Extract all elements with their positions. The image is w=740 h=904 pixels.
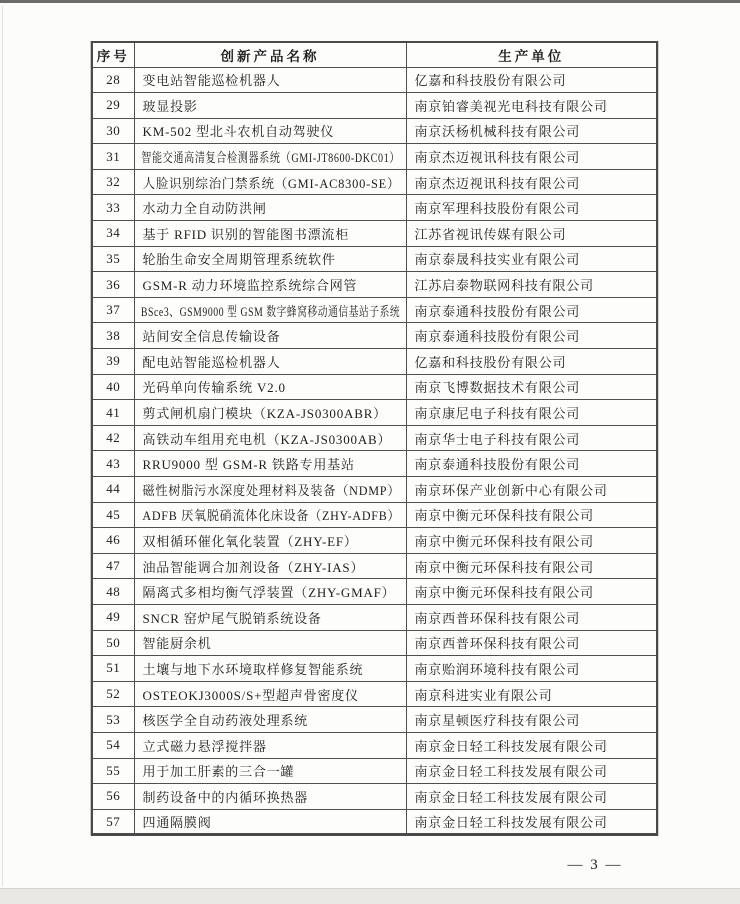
- table-row: [92, 528, 657, 554]
- row-number-cell: 37: [92, 297, 134, 323]
- product-name-cell: [134, 477, 406, 503]
- row-number-cell: 49: [92, 604, 134, 630]
- table-row: [92, 93, 657, 119]
- producer-text: 南京泰通科技股份有限公司: [414, 303, 581, 319]
- product-name-cell: [134, 246, 406, 272]
- product-name-cell: [134, 169, 406, 195]
- producer-cell: [406, 118, 657, 144]
- producer-text: 亿嘉和科技股份有限公司: [414, 73, 567, 89]
- product-name-text: 智能交通高清复合检测器系统（GMI-JT8600-DKC01）: [140, 150, 400, 166]
- table-row: [92, 246, 657, 272]
- product-name-text: 双相循环催化氧化装置（ZHY-EF）: [142, 533, 358, 549]
- row-number-cell: 43: [92, 451, 134, 477]
- row-number-cell: 56: [92, 784, 134, 810]
- table-row: [92, 809, 657, 835]
- product-name-cell: [134, 67, 406, 93]
- row-number-cell: 46: [92, 528, 134, 554]
- producer-cell: [406, 579, 657, 605]
- innovation-products-table: [91, 41, 658, 836]
- product-name-text: 磁性树脂污水深度处理材料及装备（NDMP）: [141, 482, 400, 498]
- producer-text: 南京飞博数据技术有限公司: [414, 380, 581, 396]
- table-row: [92, 169, 657, 195]
- product-name-text: 基于 RFID 识别的智能图书漂流柜: [142, 226, 350, 242]
- row-number-cell: 57: [92, 809, 134, 835]
- scanner-bed-strip: [0, 888, 740, 904]
- table-row: [92, 221, 657, 247]
- product-name-cell: [134, 656, 406, 682]
- product-name-text: GSM-R 动力环境监控系统综合网管: [142, 278, 358, 294]
- producer-cell: [406, 477, 657, 503]
- producer-cell: [406, 758, 657, 784]
- row-number-cell: 53: [92, 707, 134, 733]
- table-row: [92, 118, 657, 144]
- product-name-cell: [134, 579, 406, 605]
- table-row: [92, 323, 657, 349]
- producer-text: 南京西普环保科技有限公司: [414, 610, 581, 626]
- product-name-cell: [134, 451, 406, 477]
- producer-cell: [406, 630, 657, 656]
- producer-text: 南京杰迈视讯科技有限公司: [414, 175, 581, 191]
- page-number: — 3 —: [567, 857, 623, 873]
- producer-text: 南京中衡元环保科技有限公司: [414, 508, 594, 524]
- row-number-cell: 36: [92, 272, 134, 298]
- row-number-cell: 35: [92, 246, 134, 272]
- table-row: [92, 630, 657, 656]
- producer-text: 南京中衡元环保科技有限公司: [414, 559, 594, 575]
- product-name-cell: [134, 195, 406, 221]
- scan-left-edge-line: [2, 6, 3, 886]
- row-number-cell: 40: [92, 374, 134, 400]
- product-name-text: 光码单向传输系统 V2.0: [142, 380, 286, 396]
- product-name-cell: [134, 630, 406, 656]
- producer-text: 亿嘉和科技股份有限公司: [414, 354, 567, 370]
- producer-cell: [406, 195, 657, 221]
- product-name-text: 隔离式多相均衡气浮装置（ZHY-GMAF）: [142, 585, 396, 601]
- table-row: [92, 656, 657, 682]
- producer-text: 南京泰通科技股份有限公司: [414, 329, 581, 345]
- product-name-cell: [134, 323, 406, 349]
- product-name-text: 土壤与地下水环境取样修复智能系统: [142, 661, 364, 677]
- row-number-cell: 44: [92, 477, 134, 503]
- product-name-cell: [134, 400, 406, 426]
- producer-cell: [406, 323, 657, 349]
- product-name-text: 四通隔膜阀: [142, 815, 212, 831]
- producer-text: 南京沃杨机械科技有限公司: [414, 124, 581, 140]
- product-name-cell: [134, 272, 406, 298]
- row-number-cell: 28: [92, 67, 134, 93]
- row-number-cell: 41: [92, 400, 134, 426]
- producer-cell: [406, 528, 657, 554]
- product-name-cell: [134, 732, 406, 758]
- table-row: [92, 297, 657, 323]
- product-name-cell: [134, 144, 406, 170]
- row-number-cell: 55: [92, 758, 134, 784]
- header-serial-number: 序号: [92, 42, 134, 67]
- row-number-cell: 52: [92, 681, 134, 707]
- producer-text: 南京星顿医疗科技有限公司: [414, 713, 581, 729]
- table-row: [92, 784, 657, 810]
- table-row: [92, 272, 657, 298]
- row-number-cell: 32: [92, 169, 134, 195]
- producer-cell: [406, 246, 657, 272]
- product-name-cell: [134, 297, 406, 323]
- producer-cell: [406, 681, 657, 707]
- product-name-text: 站间安全信息传输设备: [142, 329, 281, 345]
- table-row: [92, 477, 657, 503]
- table-row: [92, 553, 657, 579]
- row-number-cell: 33: [92, 195, 134, 221]
- product-name-text: OSTEOKJ3000S/S+型超声骨密度仪: [142, 687, 359, 703]
- producer-cell: [406, 349, 657, 375]
- product-name-cell: [134, 349, 406, 375]
- table-row: [92, 604, 657, 630]
- table-row: [92, 732, 657, 758]
- producer-cell: [406, 451, 657, 477]
- product-name-text: RRU9000 型 GSM-R 铁路专用基站: [142, 457, 355, 473]
- product-name-text: KM-502 型北斗农机自动驾驶仪: [142, 124, 335, 140]
- product-name-text: 智能厨余机: [142, 636, 212, 652]
- producer-cell: [406, 809, 657, 835]
- product-name-cell: [134, 758, 406, 784]
- table-row: [92, 144, 657, 170]
- header-row: [92, 42, 657, 67]
- producer-cell: [406, 144, 657, 170]
- row-number-cell: 51: [92, 656, 134, 682]
- product-name-text: 立式磁力悬浮搅拌器: [142, 738, 267, 754]
- product-name-text: 制药设备中的内循环换热器: [142, 789, 309, 805]
- product-name-cell: [134, 604, 406, 630]
- producer-text: 南京中衡元环保科技有限公司: [414, 585, 594, 601]
- row-number-cell: 48: [92, 579, 134, 605]
- product-name-text: 配电站智能巡检机器人: [142, 354, 281, 370]
- table-row: [92, 758, 657, 784]
- row-number-cell: 39: [92, 349, 134, 375]
- producer-text: 南京军理科技股份有限公司: [414, 201, 581, 217]
- product-name-text: 剪式闸机扇门模块（KZA-JS0300ABR）: [142, 406, 387, 422]
- producer-text: 江苏省视讯传媒有限公司: [414, 226, 567, 242]
- row-number-cell: 38: [92, 323, 134, 349]
- producer-text: 南京科进实业有限公司: [414, 687, 553, 703]
- product-name-text: ADFB 厌氧脱硝流体化床设备（ZHY-ADFB）: [141, 508, 400, 524]
- producer-text: 南京泰晟科技实业有限公司: [414, 252, 581, 268]
- producer-cell: [406, 374, 657, 400]
- product-name-text: SNCR 窑炉尾气脱销系统设备: [142, 610, 322, 626]
- producer-cell: [406, 221, 657, 247]
- producer-text: 南京泰通科技股份有限公司: [414, 457, 581, 473]
- product-name-text: 油品智能调合加剂设备（ZHY-IAS）: [142, 559, 365, 575]
- header-product-name: 创新产品名称: [134, 42, 406, 67]
- product-name-text: 高铁动车组用充电机（KZA-JS0300AB）: [142, 431, 392, 447]
- product-name-text: 人脸识别综治门禁系统（GMI-AC8300-SE）: [142, 175, 400, 191]
- product-name-text: 用于加工肝素的三合一罐: [142, 764, 295, 780]
- row-number-cell: 50: [92, 630, 134, 656]
- row-number-cell: 34: [92, 221, 134, 247]
- table-row: [92, 374, 657, 400]
- producer-cell: [406, 604, 657, 630]
- product-name-cell: [134, 707, 406, 733]
- producer-text: 南京西普环保科技有限公司: [414, 636, 581, 652]
- producer-cell: [406, 400, 657, 426]
- product-name-cell: [134, 118, 406, 144]
- producer-cell: [406, 297, 657, 323]
- product-name-text: 轮胎生命安全周期管理系统软件: [142, 252, 336, 268]
- producer-text: 江苏启泰物联网科技有限公司: [414, 278, 594, 294]
- producer-text: 南京金日轻工科技发展有限公司: [414, 815, 608, 831]
- producer-text: 南京中衡元环保科技有限公司: [414, 533, 594, 549]
- product-name-cell: [134, 374, 406, 400]
- producer-text: 南京康尼电子科技有限公司: [414, 406, 581, 422]
- table-body: [92, 67, 657, 835]
- product-name-cell: [134, 221, 406, 247]
- producer-text: 南京金日轻工科技发展有限公司: [414, 789, 608, 805]
- product-name-cell: [134, 502, 406, 528]
- scan-top-edge: [0, 0, 740, 3]
- producer-cell: [406, 707, 657, 733]
- row-number-cell: 42: [92, 425, 134, 451]
- producer-text: 南京杰迈视讯科技有限公司: [414, 150, 581, 166]
- product-name-cell: [134, 528, 406, 554]
- producer-cell: [406, 784, 657, 810]
- producer-text: 南京金日轻工科技发展有限公司: [414, 764, 608, 780]
- product-name-cell: [134, 93, 406, 119]
- product-name-text: 玻显投影: [142, 98, 198, 114]
- producer-cell: [406, 553, 657, 579]
- row-number-cell: 45: [92, 502, 134, 528]
- table-header: [92, 42, 657, 67]
- product-name-cell: [134, 553, 406, 579]
- row-number-cell: 29: [92, 93, 134, 119]
- producer-cell: [406, 169, 657, 195]
- table-row: [92, 425, 657, 451]
- row-number-cell: 47: [92, 553, 134, 579]
- product-name-cell: [134, 784, 406, 810]
- table-row: [92, 400, 657, 426]
- product-name-cell: [134, 681, 406, 707]
- row-number-cell: 31: [92, 144, 134, 170]
- producer-cell: [406, 732, 657, 758]
- header-producer: 生产单位: [406, 42, 657, 67]
- table-row: [92, 67, 657, 93]
- producer-text: 南京金日轻工科技发展有限公司: [414, 738, 608, 754]
- table-row: [92, 579, 657, 605]
- product-name-cell: [134, 425, 406, 451]
- producer-text: 南京铂睿美视光电科技有限公司: [414, 98, 608, 114]
- product-name-text: 变电站智能巡检机器人: [142, 73, 281, 89]
- row-number-cell: 30: [92, 118, 134, 144]
- product-name-text: 水动力全自动防洪闸: [142, 201, 267, 217]
- product-name-text: 核医学全自动药液处理系统: [142, 713, 309, 729]
- table-row: [92, 451, 657, 477]
- product-name-text: BSce3、GSM9000 型 GSM 数字蜂窝移动通信基站子系统: [140, 303, 400, 319]
- producer-cell: [406, 425, 657, 451]
- producer-cell: [406, 656, 657, 682]
- table-row: [92, 707, 657, 733]
- product-name-cell: [134, 809, 406, 835]
- producer-text: 南京贻润环境科技有限公司: [414, 661, 581, 677]
- producer-cell: [406, 272, 657, 298]
- table-row: [92, 349, 657, 375]
- producer-text: 南京环保产业创新中心有限公司: [414, 482, 608, 498]
- table-row: [92, 502, 657, 528]
- table-row: [92, 195, 657, 221]
- row-number-cell: 54: [92, 732, 134, 758]
- producer-cell: [406, 93, 657, 119]
- producer-cell: [406, 502, 657, 528]
- producer-cell: [406, 67, 657, 93]
- producer-text: 南京华士电子科技有限公司: [414, 431, 581, 447]
- table-row: [92, 681, 657, 707]
